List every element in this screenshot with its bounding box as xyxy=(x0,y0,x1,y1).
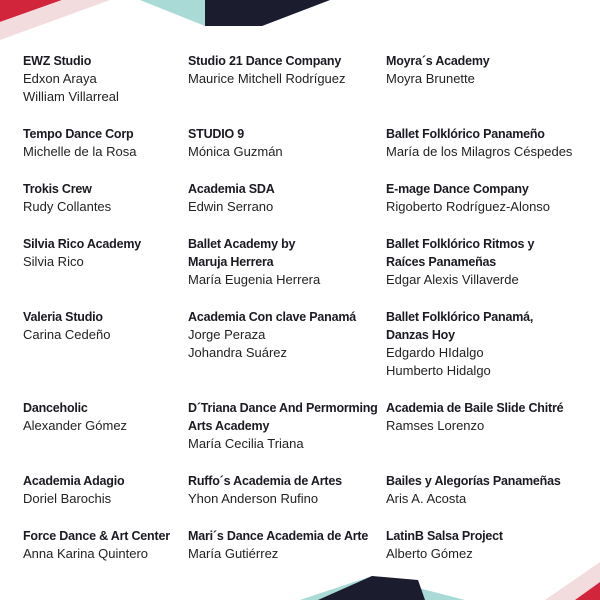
directory-entry xyxy=(386,235,534,289)
bottom-pink-stripe xyxy=(545,562,600,600)
director-name: María Cecilia Triana xyxy=(188,436,304,451)
academy-name: Danceholic xyxy=(23,401,88,415)
director-name: Anna Karina Quintero xyxy=(23,546,149,561)
academy-name: Danzas Hoy xyxy=(386,328,455,342)
bottom-navy-band xyxy=(318,576,425,600)
directory-entry xyxy=(386,399,563,435)
directory-entry xyxy=(386,125,572,161)
academy-name: Tempo Dance Corp xyxy=(23,127,134,141)
director-name: Rudy Collantes xyxy=(23,199,112,214)
directory-entry xyxy=(386,527,503,563)
director-name: Michelle de la Rosa xyxy=(23,144,137,159)
academy-name: E-mage Dance Company xyxy=(386,182,529,196)
director-name: Edgardo HIdalgo xyxy=(386,345,484,360)
directory-entry xyxy=(23,180,111,216)
director-name: Jorge Peraza xyxy=(188,327,266,342)
academy-name: D´Triana Dance And Permorming xyxy=(188,401,378,415)
bottom-teal-band xyxy=(300,576,465,600)
director-name: Moyra Brunette xyxy=(386,71,475,86)
director-name: Humberto Hidalgo xyxy=(386,363,491,378)
director-name: María de los Milagros Céspedes xyxy=(386,144,573,159)
directory-entry xyxy=(386,308,533,380)
director-name: Edxon Araya xyxy=(23,71,97,86)
top-pink-stripe xyxy=(0,0,110,40)
academy-name: Silvia Rico Academy xyxy=(23,237,142,251)
academy-name: STUDIO 9 xyxy=(188,127,245,141)
academy-name: Academia Con clave Panamá xyxy=(188,310,356,324)
academy-name: Raíces Panameñas xyxy=(386,255,497,269)
academy-name: Studio 21 Dance Company xyxy=(188,54,342,68)
top-navy-band xyxy=(205,0,330,26)
academy-name: Valeria Studio xyxy=(23,310,103,324)
academy-name: Ruffo´s Academia de Artes xyxy=(188,474,342,488)
academy-name: Ballet Folklórico Ritmos y xyxy=(386,237,535,251)
academy-name: Academia SDA xyxy=(188,182,275,196)
directory-entry xyxy=(188,472,342,508)
director-name: Doriel Barochis xyxy=(23,491,112,506)
director-name: Alberto Gómez xyxy=(386,546,473,561)
academy-name: Mari´s Dance Academia de Arte xyxy=(188,529,369,543)
directory-entry xyxy=(23,125,136,161)
director-name: William Villarreal xyxy=(23,89,119,104)
director-name: Silvia Rico xyxy=(23,254,84,269)
director-name: Rigoberto Rodríguez-Alonso xyxy=(386,199,551,214)
directory-entry xyxy=(23,527,170,563)
academy-name: Academia Adagio xyxy=(23,474,125,488)
directory-entry xyxy=(188,52,346,88)
director-name: Yhon Anderson Rufino xyxy=(188,491,319,506)
top-teal-band xyxy=(140,0,330,26)
directory-entry xyxy=(23,52,119,106)
bottom-red-stripe xyxy=(575,582,600,600)
director-name: María Gutiérrez xyxy=(188,546,279,561)
director-name: Edwin Serrano xyxy=(188,199,274,214)
directory-entry xyxy=(23,399,127,435)
academy-name: Maruja Herrera xyxy=(188,255,274,269)
director-name: Carina Cedeño xyxy=(23,327,111,342)
director-name: Mónica Guzmán xyxy=(188,144,283,159)
directory-entry xyxy=(188,399,378,453)
director-name: Aris A. Acosta xyxy=(386,491,467,506)
directory-entry xyxy=(386,180,550,216)
academy-name: Bailes y Alegorías Panameñas xyxy=(386,474,561,488)
directory-entry xyxy=(188,235,320,289)
academy-name: EWZ Studio xyxy=(23,54,92,68)
director-name: María Eugenia Herrera xyxy=(188,272,321,287)
directory-entry xyxy=(23,308,110,344)
director-name: Johandra Suárez xyxy=(188,345,288,360)
academy-name: LatinB Salsa Project xyxy=(386,529,503,543)
directory-entry xyxy=(188,527,368,563)
directory-entry xyxy=(188,125,283,161)
directory-entry xyxy=(23,472,124,508)
academy-name: Force Dance & Art Center xyxy=(23,529,170,543)
academy-name: Trokis Crew xyxy=(23,182,92,196)
directory-entry xyxy=(188,180,275,216)
academy-name: Ballet Academy by xyxy=(188,237,296,251)
directory-entry xyxy=(23,235,141,271)
academy-name: Moyra´s Academy xyxy=(386,54,490,68)
director-name: Alexander Gómez xyxy=(23,418,128,433)
directory-entry xyxy=(386,52,490,88)
academy-name: Ballet Folklórico Panameño xyxy=(386,127,545,141)
academy-name: Arts Academy xyxy=(188,419,270,433)
academy-name: Academia de Baile Slide Chitré xyxy=(386,401,564,415)
directory-entry xyxy=(188,308,356,362)
director-name: Ramses Lorenzo xyxy=(386,418,485,433)
top-red-stripe xyxy=(0,0,62,22)
director-name: Edgar Alexis Villaverde xyxy=(386,272,519,287)
directory-entry xyxy=(386,472,561,508)
academy-name: Ballet Folklórico Panamá, xyxy=(386,310,534,324)
director-name: Maurice Mitchell Rodríguez xyxy=(188,71,346,86)
